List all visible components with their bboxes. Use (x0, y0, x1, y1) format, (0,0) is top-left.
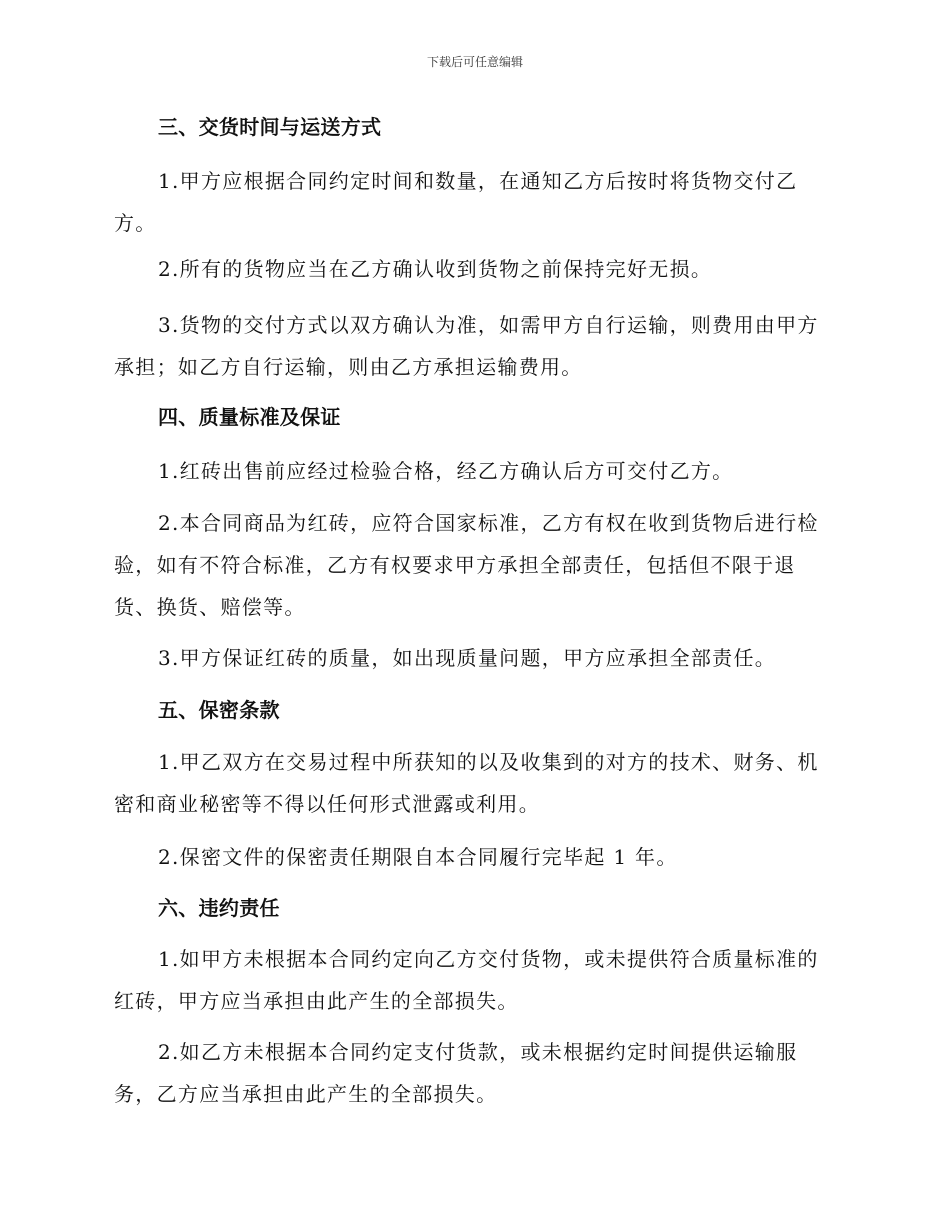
paragraph-confidentiality-2: 2.保密文件的保密责任期限自本合同履行完毕起 1 年。 (158, 845, 678, 869)
paragraph-delivery-1: 1.甲方应根据合同约定时间和数量，在通知乙方后按时将货物交付乙方。 (114, 169, 798, 235)
paragraph-quality-3: 3.甲方保证红砖的质量，如出现质量问题，甲方应承担全部责任。 (158, 646, 777, 670)
section-heading-quality: 四、质量标准及保证 (158, 405, 341, 429)
paragraph-confidentiality-1: 1.甲乙双方在交易过程中所获知的以及收集到的对方的技术、财务、机密和商业秘密等不得以任何形式泄露或利用。 (114, 750, 819, 816)
section-heading-delivery: 三、交货时间与运送方式 (158, 115, 382, 139)
paragraph-quality-1: 1.红砖出售前应经过检验合格，经乙方确认后方可交付乙方。 (158, 459, 734, 483)
paragraph-quality-2: 2.本合同商品为红砖，应符合国家标准，乙方有权在收到货物后进行检验，如有不符合标准，乙方有权要求甲方承担全部责任，包括但不限于退货、换货、赔偿等。 (114, 511, 819, 619)
paragraph-delivery-2: 2.所有的货物应当在乙方确认收到货物之前保持完好无损。 (158, 257, 713, 281)
paragraph-liability-2: 2.如乙方未根据本合同约定支付货款，或未根据约定时间提供运输服务，乙方应当承担由此产生的全部损失。 (114, 1040, 798, 1106)
section-heading-liability: 六、违约责任 (158, 896, 280, 920)
paragraph-delivery-3: 3.货物的交付方式以双方确认为准，如需甲方自行运输，则费用由甲方承担；如乙方自行运输，则由乙方承担运输费用。 (114, 313, 819, 379)
header-note: 下载后可任意编辑 (426, 55, 523, 69)
section-heading-confidentiality: 五、保密条款 (158, 698, 280, 722)
paragraph-liability-1: 1.如甲方未根据本合同约定向乙方交付货物，或未提供符合质量标准的红砖，甲方应当承担由此产生的全部损失。 (114, 947, 819, 1013)
